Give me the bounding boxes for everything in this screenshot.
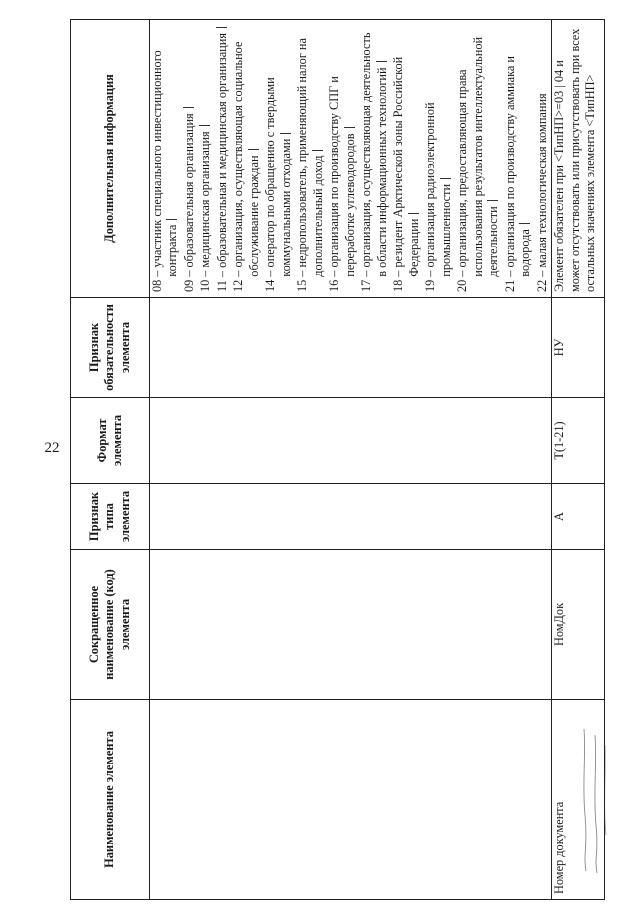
cell-obligation: НУ <box>552 298 605 398</box>
table-header-row <box>71 20 150 900</box>
cell-empty <box>150 398 552 484</box>
cell-type-sign: А <box>552 484 605 550</box>
list-item: 17 – организация, осуществляющая деятельность в области информационных технологий <box>359 32 389 292</box>
taxpayer-type-list <box>150 25 550 292</box>
list-item: 11 – образовательная и медицинская организация <box>215 25 230 292</box>
cell-empty <box>150 550 552 700</box>
cell-format: Т(1-21) <box>552 398 605 484</box>
cell-empty <box>150 484 552 550</box>
document-table <box>70 19 605 900</box>
header-short-name: Сокращенное наименование (код) элемента <box>71 550 150 700</box>
list-item: 10 – медицинская организация <box>198 25 213 292</box>
list-item: 15 – недропользователь, применяющий налог на дополнительный доход <box>295 38 325 292</box>
list-item: 14 – оператор по обращению с твердыми коммунальными отходами <box>263 77 293 292</box>
list-item: 21 – организация по производству аммиака и водорода <box>502 56 533 292</box>
header-obligation: Признак обязательности элемента <box>71 298 150 398</box>
list-item: 12 – организация, осуществляющая социальное обслуживание граждан <box>231 41 261 292</box>
rotated-content <box>70 20 605 900</box>
table-row-document-number <box>552 20 605 900</box>
list-item: 18 – резидент Арктической зоны Российской Федерации <box>391 56 421 292</box>
list-item: 20 – организация, предоставляющая права использования результатов интеллектуальной деятельности <box>455 36 501 292</box>
list-item: 22 – малая технологическая компания <box>534 93 549 292</box>
cell-additional-info: Элемент обязателен при <ТипНП>=03 | 04 и может отсутствовать или присутствовать при всех остальных значениях элемента <ТипНП> <box>552 20 605 298</box>
list-item: 09 – образовательная организация <box>182 25 197 292</box>
cell-element-name: Номер документа <box>552 700 605 900</box>
cell-short-name: НомДок <box>552 550 605 700</box>
list-item: 19 – организация радиоэлектронной промышленности <box>423 102 453 292</box>
header-element-name: Наименование элемента <box>71 700 150 900</box>
list-item: 16 – организация по производству СПГ и переработке углеводородов <box>327 76 357 292</box>
page-number: 22 <box>44 440 60 456</box>
cell-empty <box>150 298 552 398</box>
header-type-sign: Признак типа элемента <box>71 484 150 550</box>
header-additional-info: Дополнительная информация <box>71 20 150 298</box>
header-format: Формат элемента <box>71 398 150 484</box>
table-row-continuation <box>150 20 552 900</box>
cell-empty <box>150 700 552 900</box>
list-item: 08 – участник специального инвестиционного контракта <box>150 50 180 292</box>
cell-additional-info-list <box>150 20 552 298</box>
